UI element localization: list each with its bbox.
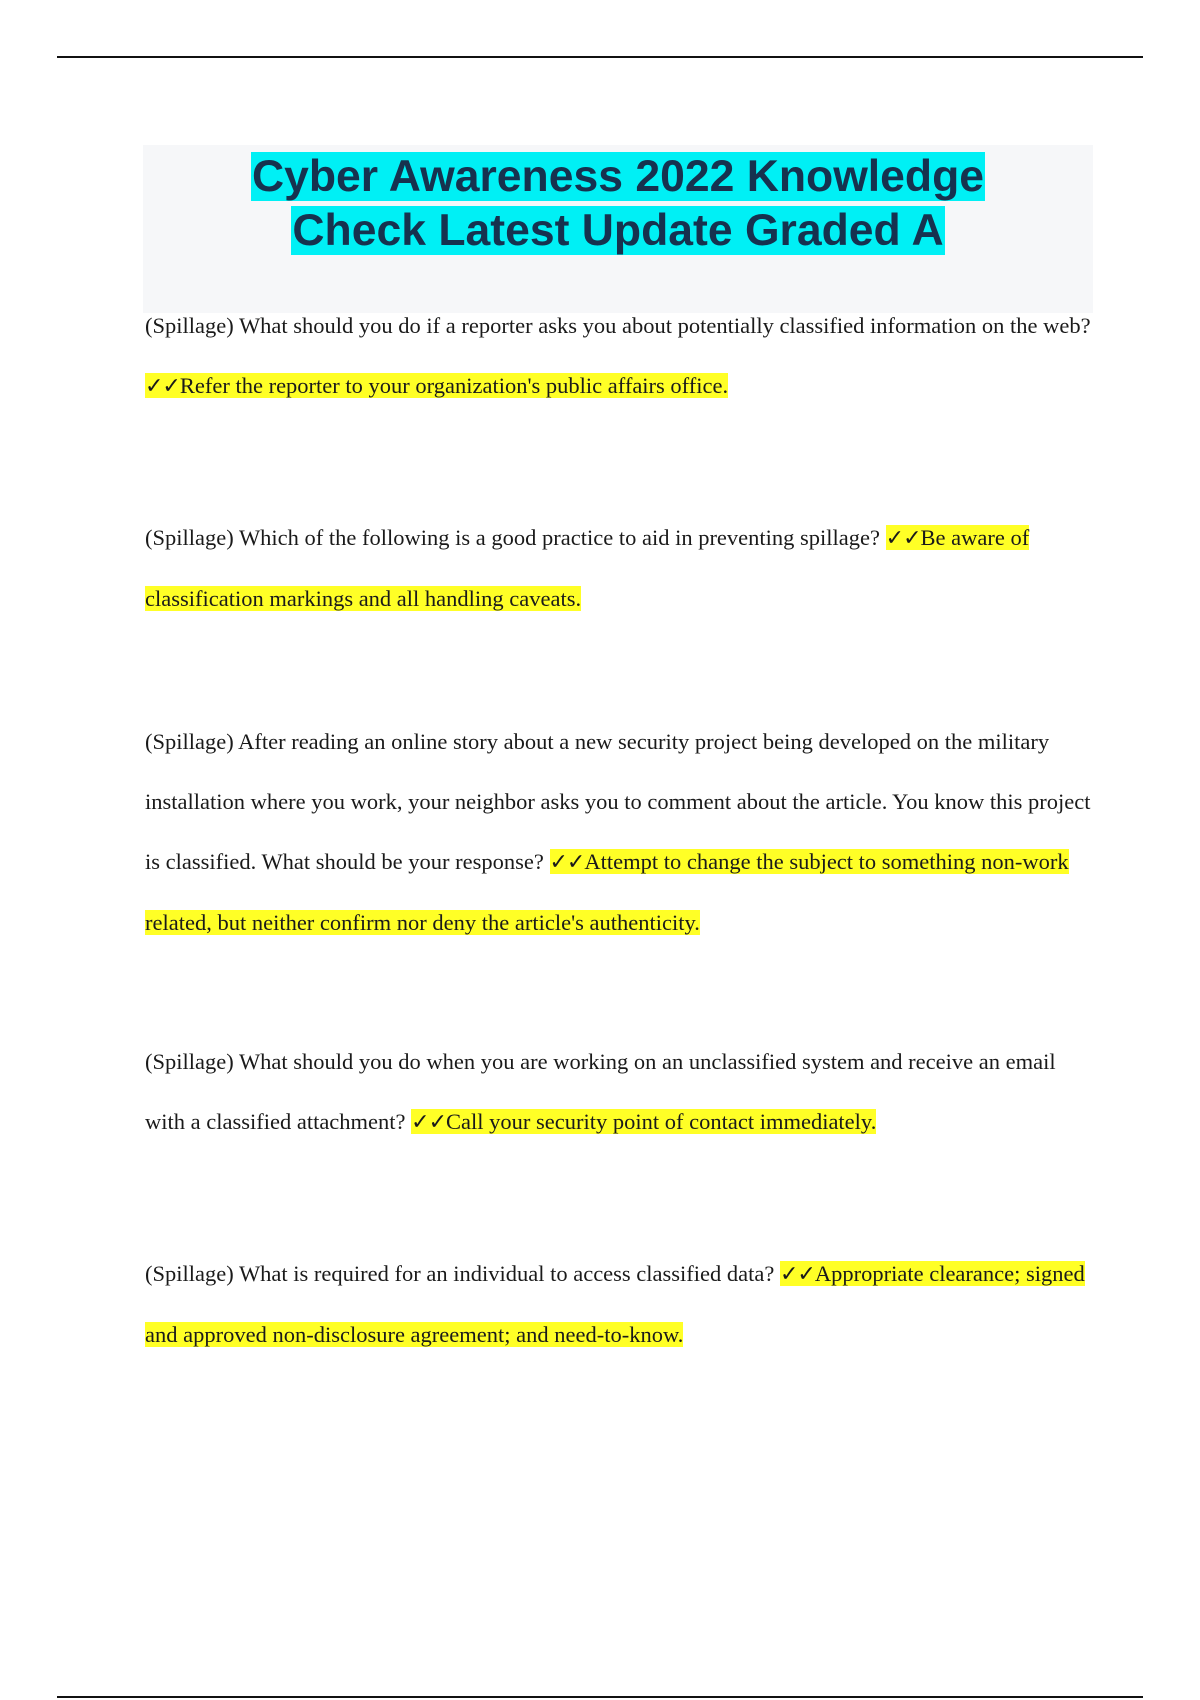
answer-text: Attempt to change the subject to something non-work related, but neither confirm nor deny the article's authenticity. bbox=[145, 849, 1069, 935]
answer-text: Refer the reporter to your organization's public affairs office. bbox=[179, 373, 729, 398]
double-check-icon: ✓✓ bbox=[145, 374, 180, 399]
answer-highlight bbox=[411, 1109, 876, 1134]
answer-highlight bbox=[145, 373, 728, 398]
question-text: (Spillage) What should you do if a reporter asks you about potentially classified information on the web? bbox=[145, 313, 1091, 338]
question-text: (Spillage) After reading an online story about a new security project being developed on the military installation where you work, your neighbor asks you to comment about the article. You know this project is classified. What should be your response? bbox=[145, 729, 1091, 874]
bottom-rule bbox=[57, 1696, 1143, 1698]
qa-item-2 bbox=[145, 508, 1095, 629]
page-title bbox=[143, 145, 1093, 258]
double-check-icon: ✓✓ bbox=[411, 1110, 447, 1135]
question-text: (Spillage) Which of the following is a good practice to aid in preventing spillage? bbox=[145, 525, 886, 550]
question-text: (Spillage) What is required for an individual to access classified data? bbox=[145, 1261, 780, 1286]
qa-item-1 bbox=[145, 296, 1095, 417]
top-rule bbox=[57, 56, 1143, 58]
question-text: (Spillage) What should you do when you are working on an unclassified system and receive an email with a classified attachment? bbox=[145, 1049, 1056, 1134]
answer-text: Appropriate clearance; signed and approved non-disclosure agreement; and need-to-know. bbox=[145, 1261, 1085, 1347]
qa-item-4 bbox=[145, 1032, 1095, 1153]
qa-item-3 bbox=[145, 712, 1095, 953]
qa-item-5 bbox=[145, 1244, 1095, 1365]
answer-text: Call your security point of contact immediately. bbox=[446, 1109, 877, 1134]
double-check-icon: ✓✓ bbox=[780, 1262, 815, 1287]
title-box bbox=[143, 145, 1093, 313]
double-check-icon: ✓✓ bbox=[549, 850, 585, 875]
double-check-icon: ✓✓ bbox=[885, 526, 921, 551]
title-line-1: Cyber Awareness 2022 Knowledge bbox=[251, 152, 985, 201]
title-line-2: Check Latest Update Graded A bbox=[292, 206, 944, 255]
answer-text: Be aware of classification markings and all handling caveats. bbox=[145, 525, 1030, 611]
